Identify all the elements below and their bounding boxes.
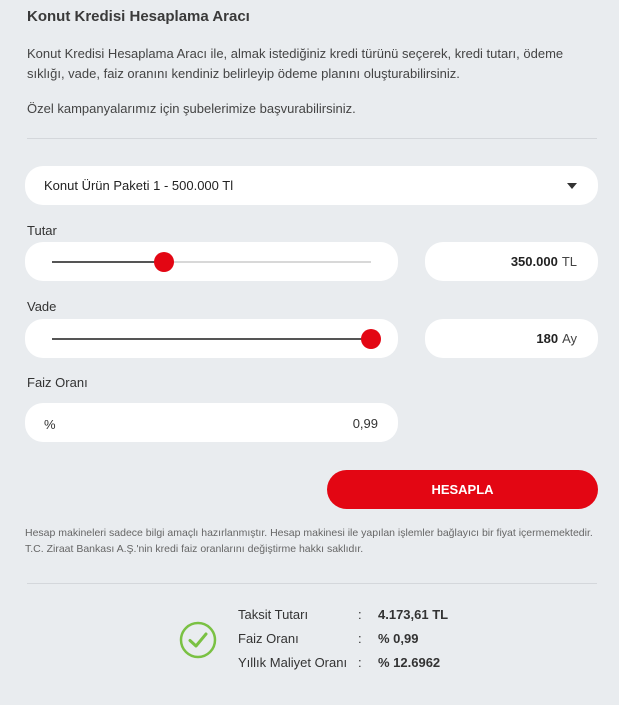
term-slider-fill — [52, 338, 371, 340]
result-value: % 0,99 — [378, 631, 419, 646]
result-label: Taksit Tutarı — [238, 607, 309, 622]
result-separator: : — [358, 631, 362, 646]
amount-value-field[interactable] — [425, 242, 598, 281]
divider — [27, 583, 597, 584]
product-select-value: Konut Ürün Paketi 1 - 500.000 Tl — [44, 178, 234, 193]
percent-symbol: % — [44, 417, 56, 432]
result-separator: : — [358, 655, 362, 670]
term-unit: Ay — [562, 331, 577, 346]
result-value: 4.173,61 TL — [378, 607, 449, 622]
check-circle-icon — [179, 621, 217, 659]
rate-input[interactable] — [25, 403, 398, 442]
term-slider-track — [52, 338, 371, 340]
amount-slider-fill — [52, 261, 164, 263]
term-slider[interactable] — [25, 319, 398, 358]
term-value: 180 — [536, 331, 559, 346]
page-description: Konut Kredisi Hesaplama Aracı ile, almak istediğiniz kredi türünü seçerek, kredi tutarı, ödeme sıklığı, vade, faiz oranını kendiniz belirleyip ödeme planını oluşturabilirsiniz. — [27, 46, 564, 81]
campaign-note: Özel kampanyalarımız için şubelerimize başvurabilirsiniz. — [27, 101, 356, 116]
rate-value: 0,99 — [352, 416, 378, 431]
amount-slider-track — [52, 261, 371, 263]
result-separator: : — [358, 607, 362, 622]
divider — [27, 138, 597, 139]
page-title: Konut Kredisi Hesaplama Aracı — [27, 8, 250, 25]
rate-label: Faiz Oranı — [27, 375, 88, 390]
amount-slider[interactable] — [25, 242, 398, 281]
amount-slider-thumb[interactable] — [154, 252, 174, 272]
disclaimer-text: Hesap makineleri sadece bilgi amaçlı hazırlanmıştır. Hesap makinesi ile yapılan işlemler bağlayıcı bir fiyat içermemektedir. T.C. Ziraat Bankası A.Ş.'nin kredi faiz oranlarını değiştirme hakkı saklıdır. — [25, 527, 593, 555]
calculate-button[interactable]: HESAPLA — [327, 470, 598, 509]
amount-unit: TL — [561, 254, 577, 269]
term-label: Vade — [27, 299, 57, 314]
term-value-field[interactable] — [425, 319, 598, 358]
amount-label: Tutar — [27, 223, 57, 238]
term-slider-thumb[interactable] — [361, 329, 381, 349]
amount-value: 350.000 — [510, 254, 558, 269]
result-label: Yıllık Maliyet Oranı — [238, 655, 348, 670]
result-label: Faiz Oranı — [238, 631, 299, 646]
product-select[interactable] — [25, 166, 598, 205]
chevron-down-icon — [567, 183, 577, 189]
result-value: % 12.6962 — [378, 655, 441, 670]
